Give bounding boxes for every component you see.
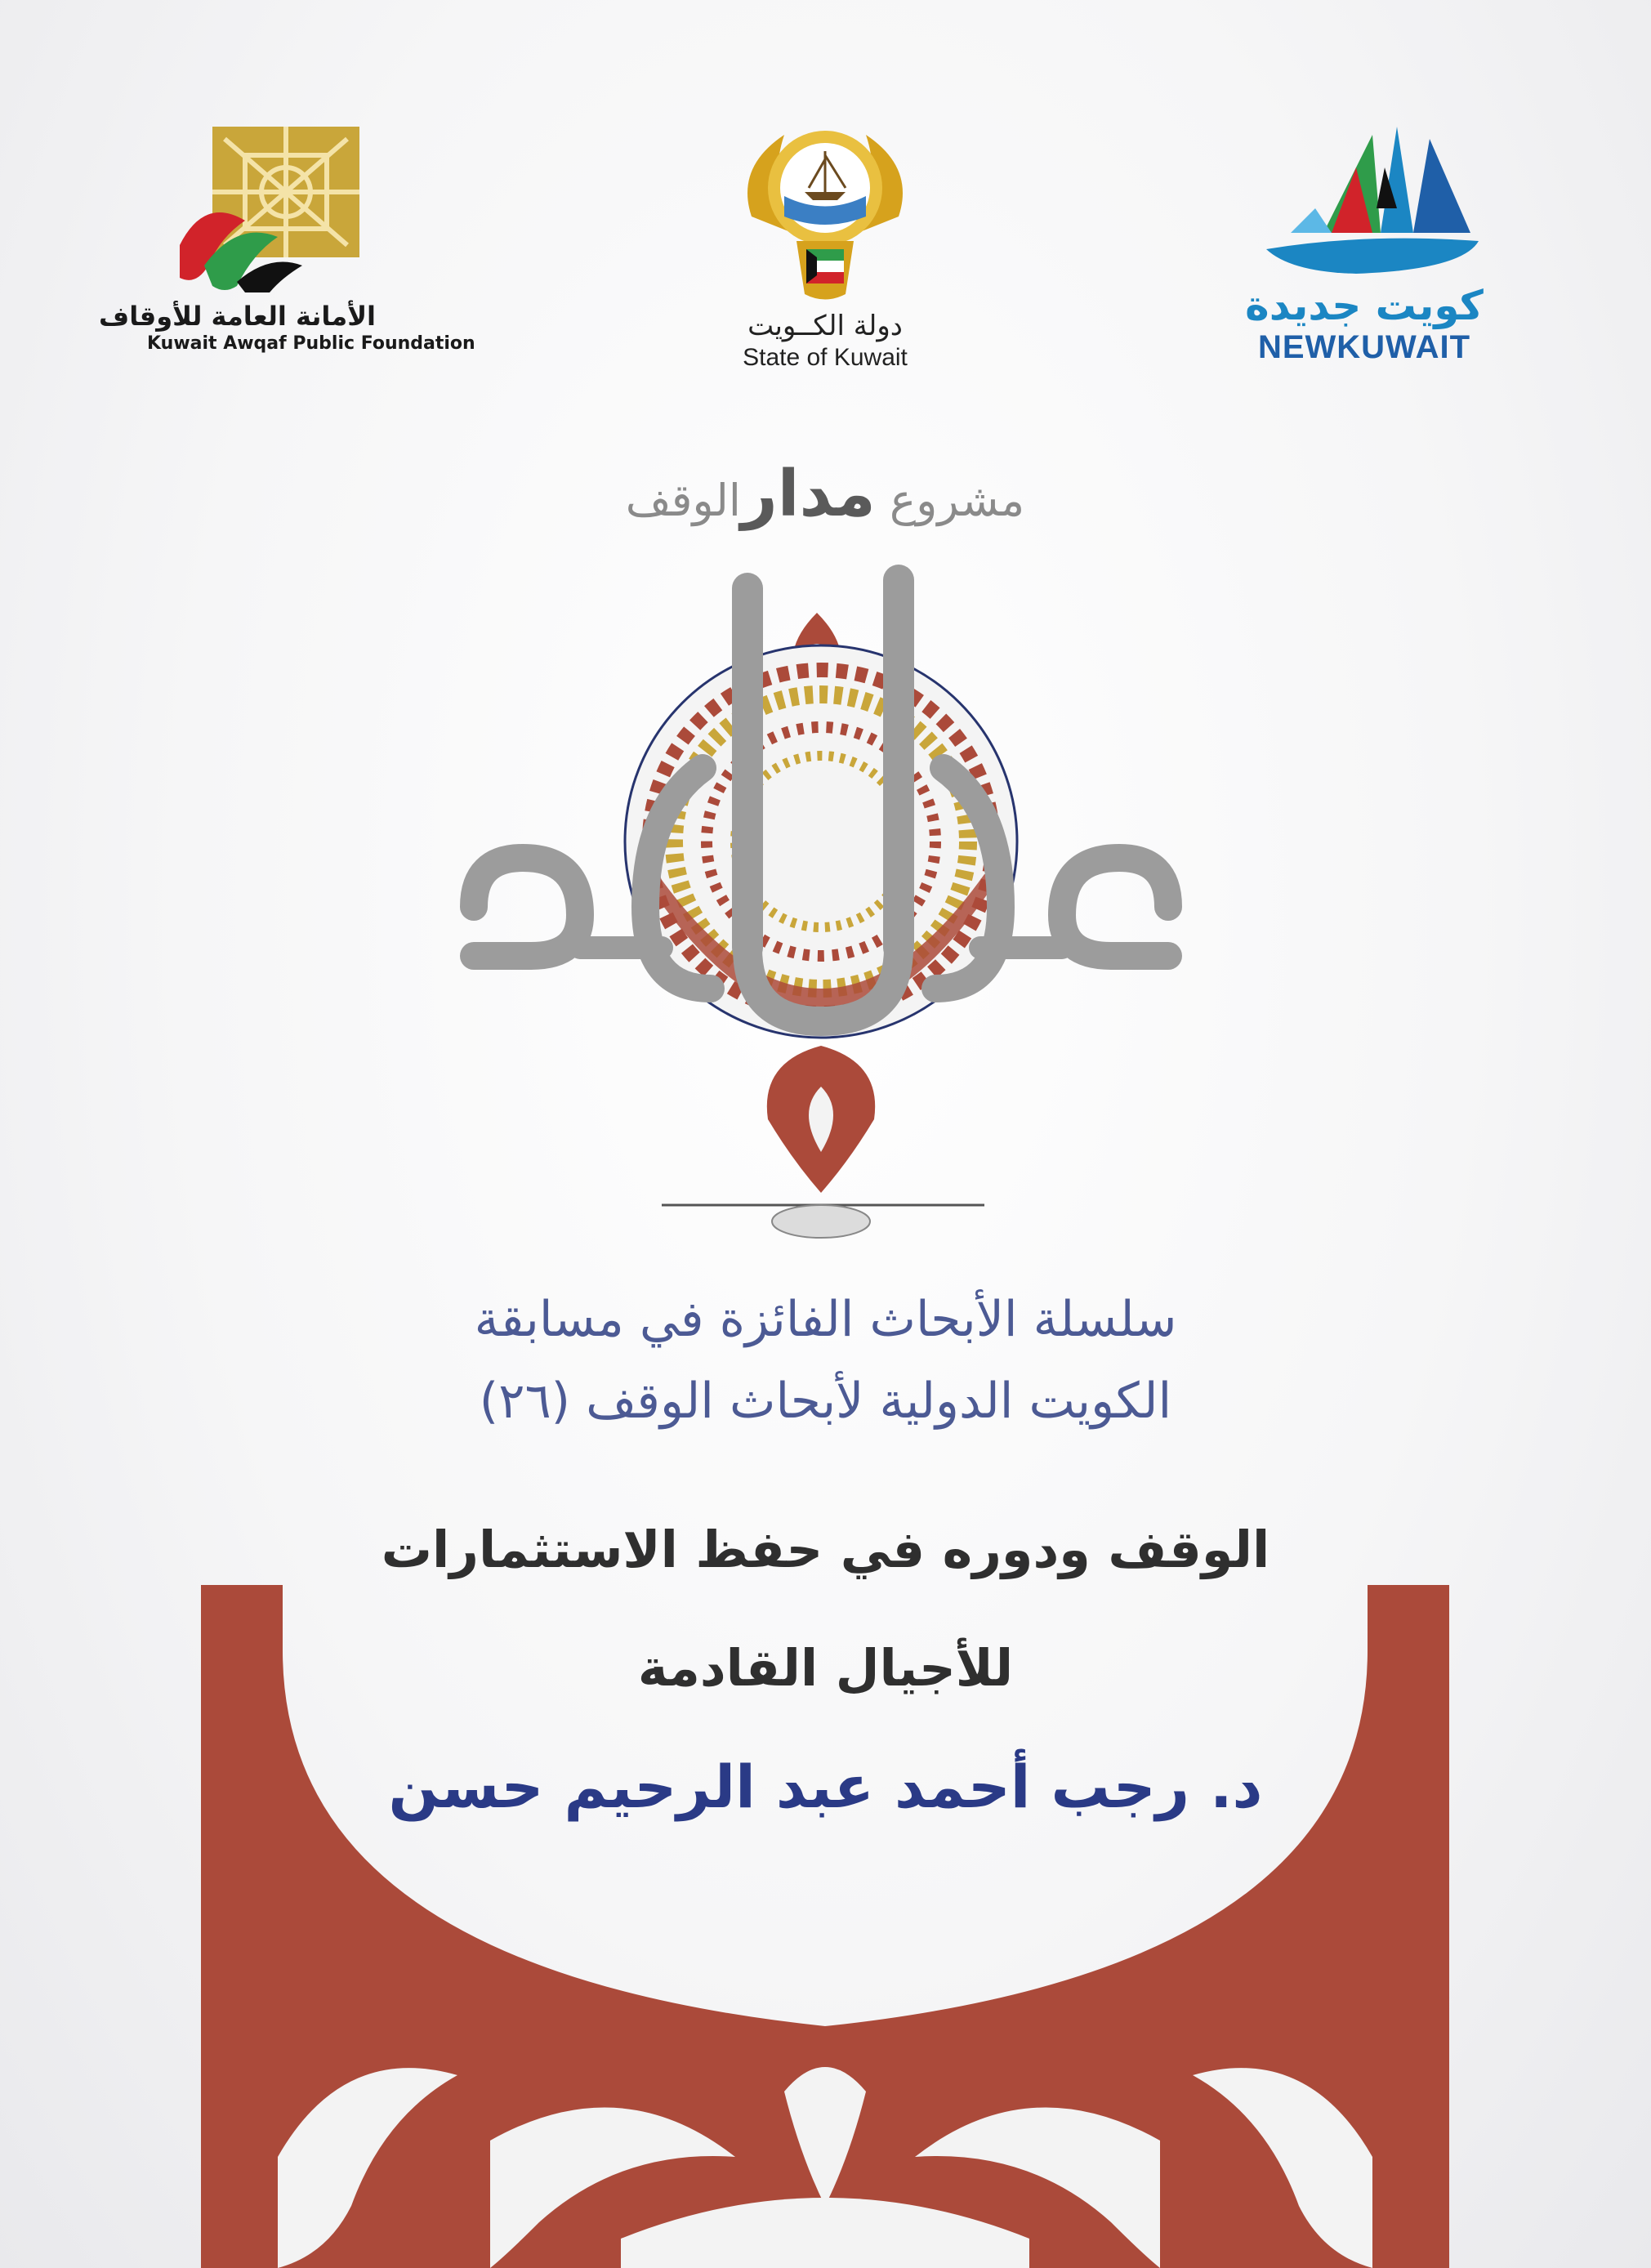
state-name-english: State of Kuwait	[743, 344, 908, 371]
newkuwait-name-arabic: كويت جديدة	[1245, 282, 1484, 329]
state-emblem	[703, 118, 948, 380]
series-line-1: سلسلة الأبحاث الفائزة في مسابقة	[474, 1291, 1177, 1348]
kuwait-emblem-icon	[703, 118, 948, 306]
newkuwait-name-english: NEWKUWAIT	[1257, 329, 1471, 365]
state-name-arabic: دولة الكــويت	[747, 310, 903, 342]
author-name: د. رجب أحمد عبد الرحيم حسن	[388, 1752, 1263, 1821]
project-prefix: مشروع	[890, 475, 1025, 526]
book-title-line-1: الوقف ودوره في حفظ الاستثمارات	[381, 1520, 1270, 1579]
awqaf-name-arabic: الأمانة العامة للأوقاف	[99, 301, 376, 332]
bottom-ornament-icon	[662, 1046, 984, 1238]
book-title-line-2: للأجيال القادمة	[637, 1638, 1014, 1698]
newkuwait-logo	[1234, 118, 1495, 380]
series-line-2: الكويت الدولية لأبحاث الوقف (٢٦)	[479, 1373, 1172, 1430]
awqaf-name-english: Kuwait Awqaf Public Foundation	[147, 333, 475, 354]
sailboat-icon	[1234, 118, 1495, 282]
calligraphy-emblem	[457, 564, 1193, 1250]
project-title	[564, 458, 1087, 531]
project-accent: مدار	[740, 458, 876, 531]
project-suffix: الوقف	[625, 475, 741, 526]
awqaf-emblem-icon	[147, 123, 376, 294]
awqaf-logo	[99, 123, 475, 359]
